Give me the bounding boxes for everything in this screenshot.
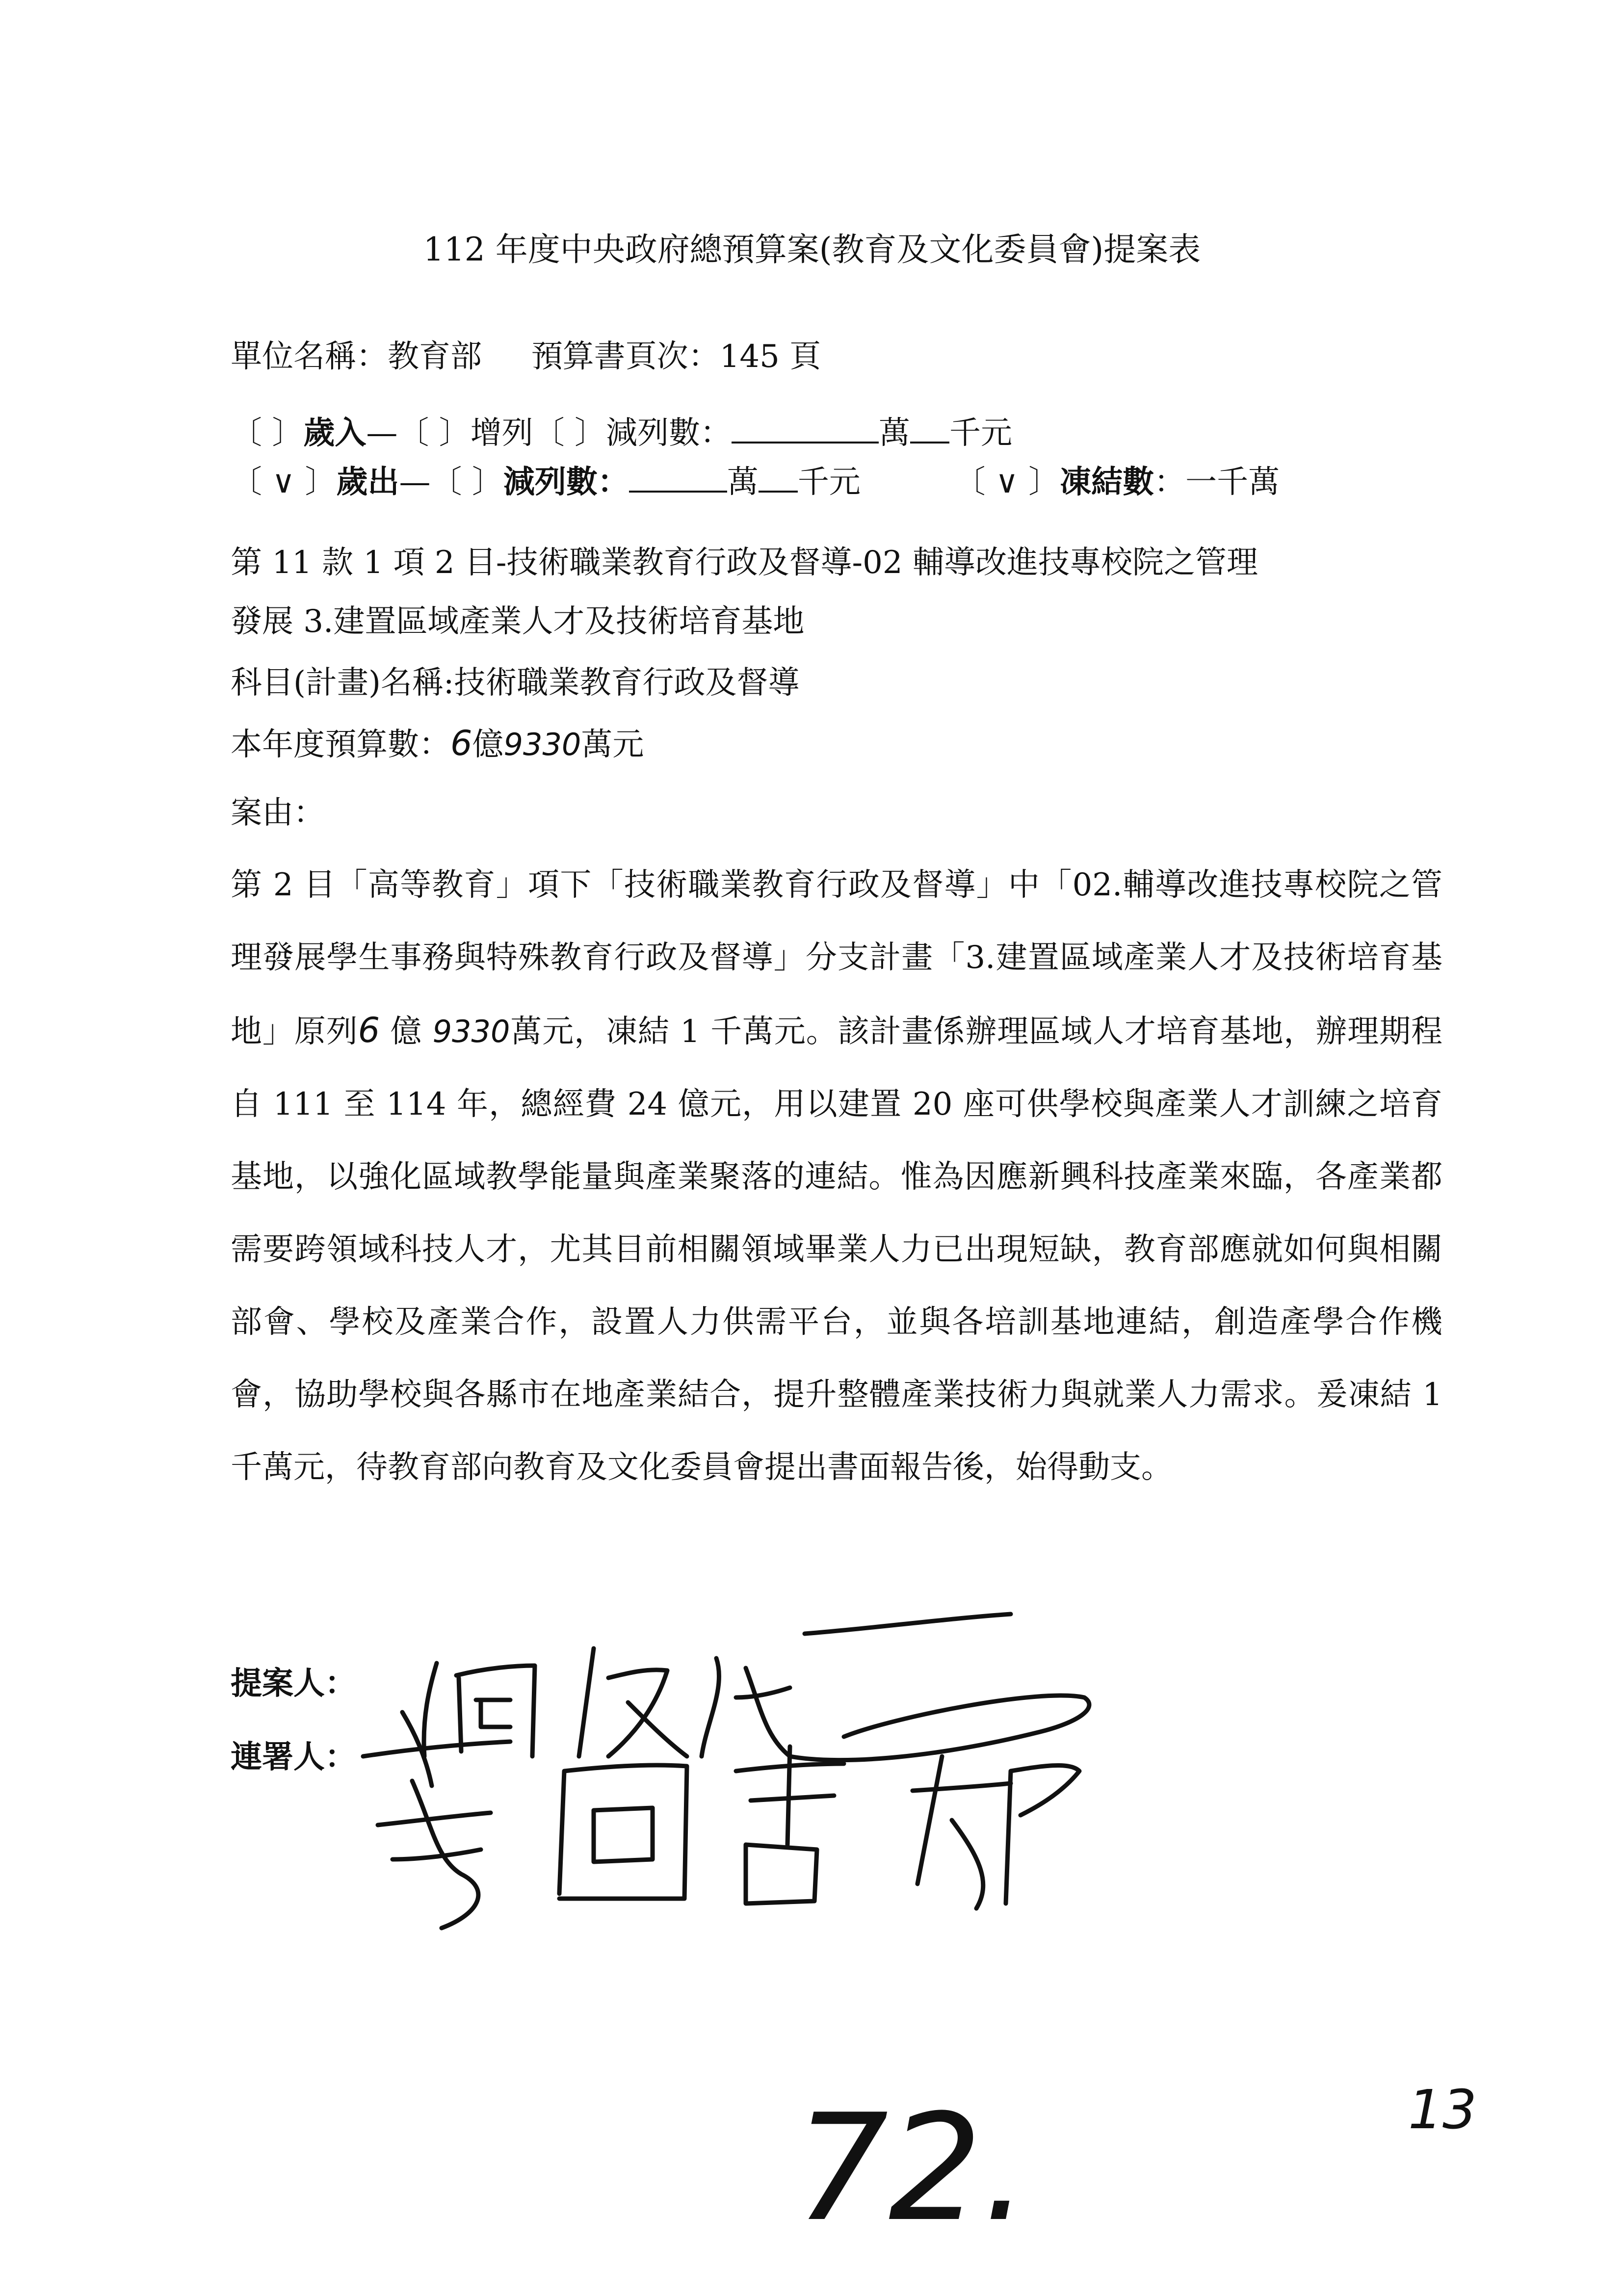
revenue-label: 歲入 [303,415,367,451]
qianyuan-unit: 千元 [797,464,861,500]
handwritten-amount: 9330 [503,727,581,762]
blank-field [732,412,879,444]
freeze-label: 凍結數 [1060,464,1154,500]
page-title: 112 年度中央政府總預算案(教育及文化委員會)提案表 [423,231,1201,268]
page-label: 預算書頁次： [531,339,720,375]
dash: — [399,464,431,500]
revenue-checkbox: 〔 〕 [231,415,304,451]
reason-paragraph [231,849,1442,1504]
decrease-label: 減列數： [606,415,732,451]
increase-label: 增列 [470,415,533,451]
cosigner-label: 連署人： [231,1739,356,1775]
decrease-checkbox: 〔 〕 [430,464,503,500]
unit-label: 單位名稱： [231,339,388,375]
blank-field [759,461,798,493]
blank-field [910,412,949,444]
expenditure-line [231,461,1280,498]
unit-name: 教育部 [388,339,482,375]
expenditure-label: 歲出 [336,464,399,500]
corner-number: 13 [1408,2078,1477,2141]
proposer-label: 提案人： [231,1665,356,1702]
increase-checkbox: 〔 〕 [397,415,471,451]
handwritten-amount: 6 [450,723,472,763]
wan-unit: 萬 [879,415,911,451]
handwritten-amount: 6 [358,1010,380,1050]
blank-field [629,461,727,493]
wan-unit: 萬 [727,464,759,500]
budget-label: 本年度預算數： [231,727,450,763]
cosigner-signature [334,1697,1119,1953]
revenue-line [231,412,1012,449]
freeze-checkbox: 〔 ∨ 〕 [954,464,1060,500]
handwritten-amount: 9330 [432,1014,510,1049]
unit-line [231,339,821,375]
dash: — [366,415,398,451]
subject-line: 科目(計畫)名稱:技術職業教育行政及督導 [231,665,800,701]
budget-line [231,723,644,763]
yi-unit: 億 [380,1014,433,1050]
page-mark: 72. [795,2083,1029,2254]
yi-unit: 億 [472,727,504,763]
expenditure-checkbox: 〔 ∨ 〕 [231,464,337,500]
reason-label: 案由： [231,795,325,831]
reason-text: 萬元，凍結 1 千萬元。該計畫係辦理區域人才培育基地，辦理期程自 111 至 114 年，總經費 24 億元，用以建置 20 座可供學校與產業人才訓練之培育基地，以強化區域教學能量與產業聚落的連結。惟為因應新興科技產業來臨，各產業都需要跨領域科技人才，尤其目前相關領域畢業人力已出現短缺，教育部應就如何與相關部會、學校及產業合作，設置人力供需平台，並與各培訓基地連結，創造產學合作機會，協助學校與各縣市在地產業結合，提升整體產業技術力與就業人力需求。爰凍結 1 千萬元，待教育部向教育及文化委員會提出書面報告後，始得動支。 [231,1014,1443,1486]
budget-book-page: 145 頁 [719,339,821,375]
freeze-value: ：一千萬 [1154,464,1280,500]
decrease-label: 減列數： [503,464,629,500]
decrease-checkbox: 〔 〕 [533,415,606,451]
wanyuan-unit: 萬元 [581,727,644,763]
item-line-1: 第 11 款 1 項 2 目-技術職業教育行政及督導-02 輔導改進技專校院之管理 [231,545,1258,581]
item-line-2: 發展 3.建置區域產業人才及技術培育基地 [231,603,805,640]
qianyuan-unit: 千元 [949,415,1013,451]
reason-text: 第 2 目「高等教育」項下「技術職業教育行政及督導」中「02.輔導改進技專校院之管理發展學生事務與特殊教育行政及督導」分支計畫「3.建置區域產業人才及技術培育基地」原列 [231,867,1442,1050]
